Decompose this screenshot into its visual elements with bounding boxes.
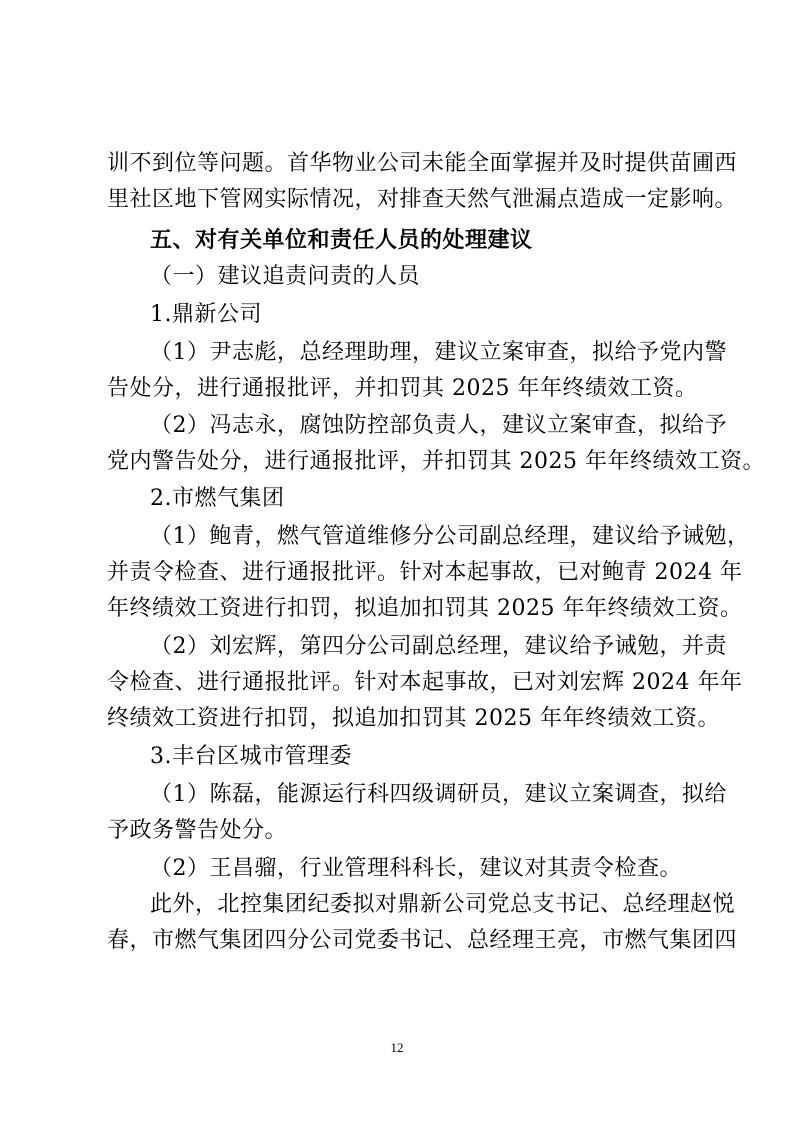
section-heading: 五、对有关单位和责任人员的处理建议	[150, 228, 533, 253]
body-line: 训不到位等问题。首华物业公司未能全面掌握并及时提供苗圃西	[107, 151, 738, 176]
body-line: 年终绩效工资进行扣罚，拟追加扣罚其 2025 年年终绩效工资。	[107, 596, 743, 621]
body-line: 告处分，进行通报批评，并扣罚其 2025 年年终绩效工资。	[107, 376, 698, 401]
body-line: （2）冯志永，腐蚀防控部负责人，建议立案审查，拟给予	[150, 413, 727, 438]
body-line: （1）陈磊，能源运行科四级调研员，建议立案调查，拟给	[150, 782, 727, 807]
body-line: （1）鲍青，燃气管道维修分公司副总经理，建议给予诫勉，	[150, 524, 750, 549]
body-line: （1）尹志彪，总经理助理，建议立案审查，拟给予党内警	[150, 340, 727, 365]
body-line: 并责令检查、进行通报批评。针对本起事故，已对鲍青 2024 年	[107, 560, 743, 585]
body-line: 里社区地下管网实际情况，对排查天然气泄漏点造成一定影响。	[107, 187, 738, 212]
entity-heading: 2.市燃气集团	[150, 486, 285, 511]
body-line: （2）王昌骝，行业管理科科长，建议对其责令检查。	[150, 856, 682, 881]
page-number: 12	[390, 1040, 404, 1055]
body-line: （2）刘宏辉，第四分公司副总经理，建议给予诫勉，并责	[150, 634, 727, 659]
subsection-heading: （一）建议追责问责的人员	[150, 264, 421, 289]
body-line: 令检查、进行通报批评。针对本起事故，已对刘宏辉 2024 年年	[107, 670, 743, 695]
entity-heading: 1.鼎新公司	[150, 302, 262, 327]
body-line: 春，市燃气集团四分公司党委书记、总经理王亮，市燃气集团四	[107, 928, 738, 953]
body-line: 此外，北控集团纪委拟对鼎新公司党总支书记、总经理赵悦	[150, 892, 736, 917]
entity-heading: 3.丰台区城市管理委	[150, 744, 352, 769]
body-line: 予政务警告处分。	[107, 818, 288, 843]
body-line: 终绩效工资进行扣罚，拟追加扣罚其 2025 年年终绩效工资。	[107, 706, 720, 731]
body-line: 党内警告处分，进行通报批评，并扣罚其 2025 年年终绩效工资。	[107, 449, 765, 474]
